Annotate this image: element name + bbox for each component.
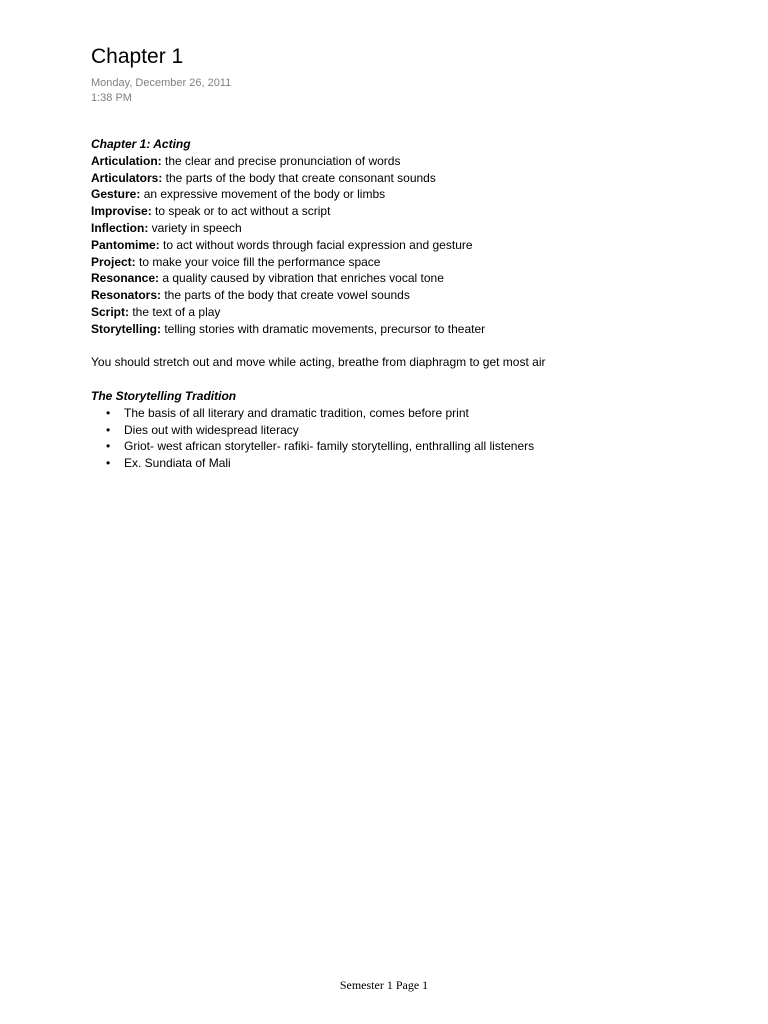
term-definition: the text of a play xyxy=(129,304,221,319)
term-row xyxy=(91,153,711,170)
term-label: Script: xyxy=(91,304,130,319)
term-label: Articulation: xyxy=(91,153,162,168)
term-definition: variety in speech xyxy=(148,220,242,235)
term-row xyxy=(91,270,711,287)
term-row xyxy=(91,304,711,321)
spacer xyxy=(91,338,711,355)
page-time: 1:38 PM xyxy=(91,92,132,104)
term-label: Improvise: xyxy=(91,204,152,219)
term-row xyxy=(91,203,711,220)
term-label: Resonators: xyxy=(91,288,162,303)
term-definition: the parts of the body that create vowel sounds xyxy=(161,288,410,303)
term-definition: to make your voice fill the performance space xyxy=(135,254,381,269)
term-row xyxy=(91,237,711,254)
term-definition: to act without words through facial expression and gesture xyxy=(159,237,473,252)
term-definition: to speak or to act without a script xyxy=(151,204,331,219)
list-item: • Dies out with widespread literacy xyxy=(124,422,711,439)
term-definition: an expressive movement of the body or limbs xyxy=(140,187,386,202)
page-title: Chapter 1 xyxy=(91,45,184,68)
term-definition: telling stories with dramatic movements, precursor to theater xyxy=(161,321,486,336)
term-row xyxy=(91,321,711,338)
spacer xyxy=(91,371,711,388)
term-row xyxy=(91,220,711,237)
term-row xyxy=(91,170,711,187)
term-label: Resonance: xyxy=(91,271,160,286)
section-heading-acting: Chapter 1: Acting xyxy=(91,137,191,151)
list-item: • Griot- west african storyteller- rafiki- family storytelling, enthralling all listeners xyxy=(124,438,711,455)
term-label: Gesture: xyxy=(91,187,141,202)
term-label: Articulators: xyxy=(91,170,163,185)
note-content xyxy=(91,136,711,472)
list-item: • The basis of all literary and dramatic tradition, comes before print xyxy=(124,405,711,422)
term-label: Storytelling: xyxy=(91,321,162,336)
term-definition: the clear and precise pronunciation of words xyxy=(161,153,401,168)
bullet-list xyxy=(91,405,711,472)
term-label: Pantomime: xyxy=(91,237,160,252)
page-date: Monday, December 26, 2011 xyxy=(91,77,232,89)
term-row xyxy=(91,287,711,304)
term-label: Project: xyxy=(91,254,136,269)
note-paragraph: You should stretch out and move while acting, breathe from diaphragm to get most air xyxy=(91,355,546,370)
term-label: Inflection: xyxy=(91,220,149,235)
term-row xyxy=(91,186,711,203)
list-item: • Ex. Sundiata of Mali xyxy=(124,455,711,472)
page-footer: Semester 1 Page 1 xyxy=(339,978,429,992)
term-definition: a quality caused by vibration that enriches vocal tone xyxy=(159,271,444,286)
section-heading-storytelling: The Storytelling Tradition xyxy=(91,388,237,403)
term-row xyxy=(91,254,711,271)
term-definition: the parts of the body that create consonant sounds xyxy=(162,170,436,185)
